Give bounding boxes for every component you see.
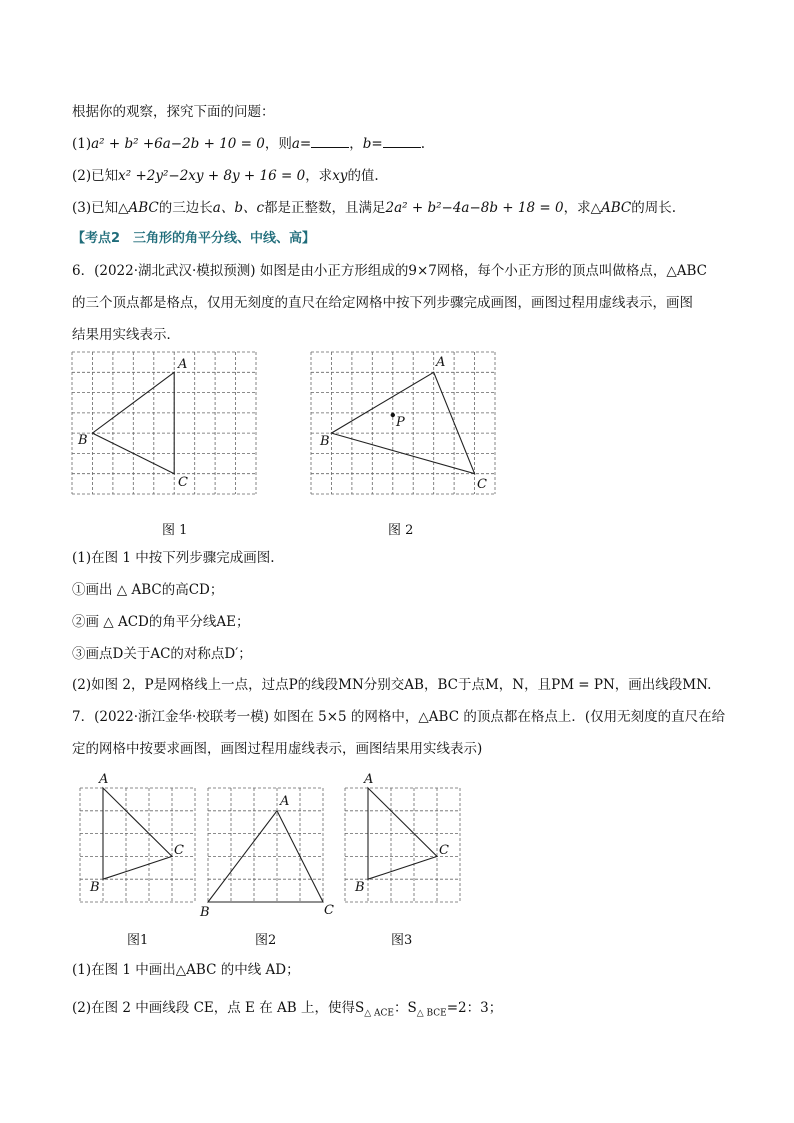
q6-fig1-caption: 图 1 [162,523,188,538]
point-label-p: P [396,415,405,430]
q7-figure-1 [80,772,195,902]
q6-step4: ③画点D关于AC的对称点D′； [72,646,252,662]
vertex-label-a: A [178,357,188,372]
vertex-label-c: C [174,843,184,858]
q6-line1: 6．(2022·湖北武汉·模拟预测) 如图是由小正方形组成的9×7网格，每个小正方形的顶点叫做格点，△ABC [72,263,707,279]
answer-blank-b[interactable] [383,134,421,148]
point-p [391,413,395,417]
q6-figure-2 [311,352,495,494]
q7-fig1-caption: 图1 [127,933,149,948]
q7-figure-3 [345,772,460,902]
q5-p1-a-var: a= [291,136,312,152]
q7-step2 [72,998,502,1024]
vertex-label-c: C [324,903,334,918]
q5-p2-text: ，求 [305,168,333,184]
q5-p1-equation: a² + b² +6a−2b + 10 = 0 [91,136,265,152]
q5-p3-text: 的三边长 [158,200,213,216]
q6-step3: ②画 △ ACD的角平分线AE； [72,614,250,630]
q5-p1-num: (1) [72,136,92,152]
q7-fig3-caption: 图3 [391,933,413,948]
q7-step2-ratio: ：S [393,1000,417,1016]
q5-part1 [72,134,425,154]
vertex-label-a: A [436,355,446,370]
q5-p3-abc2: ABC [600,200,632,216]
q5-p2-equation: x² +2y²−2xy + 8y + 16 = 0 [118,168,306,184]
q5-p3-equation: 2a² + b²−4a−8b + 18 = 0 [385,200,564,216]
q5-p2-num: (2)已知 [72,168,119,184]
vertex-label-b: B [355,880,365,895]
q6-step2: ①画出 △ ABC的高CD； [72,582,224,598]
vertex-label-a: A [99,772,109,787]
vertex-label-c: C [439,843,449,858]
q5-part3 [72,198,676,218]
q6-fig2-caption: 图 2 [388,523,414,538]
vertex-label-c: C [178,475,188,490]
answer-blank-a[interactable] [311,134,349,148]
vertex-label-c: C [477,477,487,492]
q7-line2: 定的网格中按要求画图，画图过程用虚线表示，画图结果用实线表示) [72,741,483,757]
vertex-label-b: B [78,433,88,448]
section-heading: 【考点2 三角形的角平分线、中线、高】 [72,231,316,246]
vertex-label-a: A [364,772,374,787]
q5-p3-end: 的周长. [631,200,677,216]
q5-p2-end: 的值. [347,168,379,184]
q7-step2-text: (2)在图 2 中画线段 CE，点 E 在 AB 上，使得S [72,1000,365,1016]
q5-p3-vars: a、b、c [212,200,265,216]
q5-p1-b-var: b= [362,136,383,152]
q7-step2-end: =2：3； [446,1000,503,1016]
q5-p1-sep: ， [349,136,363,152]
q6-step1: (1)在图 1 中按下列步骤完成画图. [72,550,275,566]
q7-step2-sub-ace: △ ACE [364,1008,394,1019]
q6-line3: 结果用实线表示． [72,327,180,343]
vertex-label-b: B [90,880,100,895]
q7-figure-2 [200,788,334,920]
q7-fig2-caption: 图2 [255,933,277,948]
q7-line1: 7．(2022·浙江金华·校联考一模) 如图在 5×5 的网格中，△ABC 的顶点都在格点上．(仅用无刻度的直尺在给 [72,709,726,725]
q5-p1-end: . [420,136,426,152]
q5-p3-abc: ABC [128,200,159,216]
vertex-label-b: B [200,905,210,920]
q5-p1-text: ，则 [264,136,292,152]
intro-text: 根据你的观察，探究下面的问题： [72,104,275,120]
q7-step2-sub-bce: △ BCE [416,1008,447,1019]
grid [72,352,256,494]
q5-part2 [72,166,379,186]
q6-step5: (2)如图 2，P是网格线上一点，过点P的线段MN分别交AB，BC于点M，N，且PM = PN，画出线段MN. [72,677,712,693]
q7-step1: (1)在图 1 中画出△ABC 的中线 AD； [72,962,300,978]
q6-line2: 的三个顶点都是格点，仅用无刻度的直尺在给定网格中按下列步骤完成画图，画图过程用虚线表示，画图 [72,295,693,311]
grid [208,788,323,902]
q5-p3-text3: ，求△ [563,200,601,216]
vertex-label-a: A [280,794,290,809]
q6-figure-1 [72,352,256,494]
q5-p2-var: xy [332,168,348,184]
q5-p3-text2: 都是正整数，且满足 [264,200,386,216]
q5-p3-num: (3)已知△ [72,200,129,216]
vertex-label-b: B [320,434,330,449]
